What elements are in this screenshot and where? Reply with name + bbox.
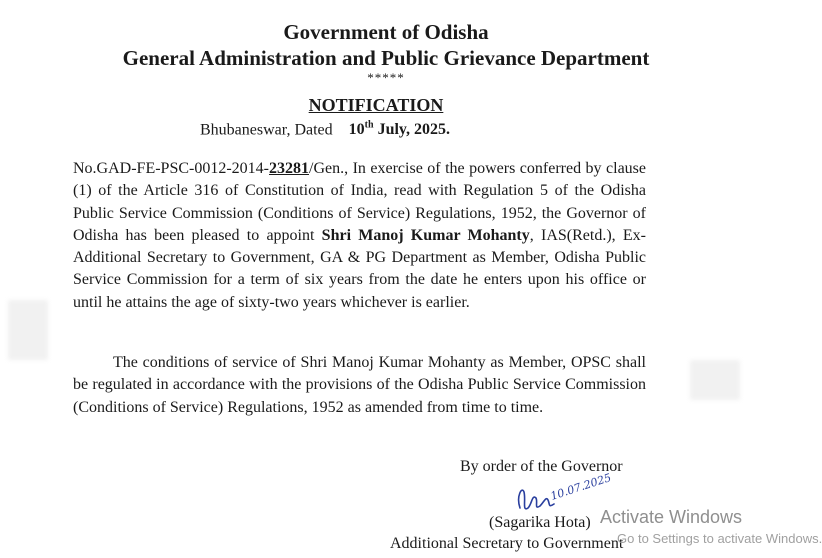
paragraph-appointment <box>73 158 646 314</box>
scan-artifact <box>8 300 48 360</box>
ref-number: 23281 <box>269 160 309 177</box>
place-prefix: Bhubaneswar, Dated <box>200 121 333 139</box>
ref-suffix: /Gen., In exercise of the powers conferred by clause (1) of the Article 316 of Constitution of India, read with Regulation 5 of the Odisha Public Service Commission (Conditions of Service) Regulations, 1952, the Governor of Odisha has been pleased to appoint <box>73 160 646 244</box>
place-date-line <box>200 120 450 139</box>
header-separator: ***** <box>367 70 405 85</box>
ref-prefix: No.GAD-FE-PSC-0012-2014- <box>73 160 269 177</box>
notification-title: NOTIFICATION <box>308 95 444 115</box>
handwritten-signature <box>512 471 613 518</box>
notification-date <box>349 121 450 138</box>
paragraph-conditions: The conditions of service of Shri Manoj Kumar Mohanty as Member, OPSC shall be regulated in accordance with the provisions of the Odisha Public Service Commission (Conditions of Service) Regulations, 1952 as amended from time to time. <box>73 354 646 416</box>
notification-heading <box>0 95 752 116</box>
appointment-rest: , IAS(Retd.), Ex-Additional Secretary to Government, GA & PG Department as Member, Odisha Public Service Commission for a term of six years from the date he enters upon his office or until he attains the age of sixty-two years whichever is earlier. <box>73 226 646 311</box>
activate-windows-hint: Go to Settings to activate Windows. <box>617 531 822 546</box>
handwritten-date: 10.07.2025 <box>548 471 613 503</box>
date-suffix: th <box>364 120 374 131</box>
signatory-name: (Sagarika Hota) <box>489 514 591 531</box>
scan-artifact <box>690 360 740 400</box>
appointee-name: Shri Manoj Kumar Mohanty <box>321 226 530 244</box>
signatory-designation: Additional Secretary to Government <box>390 535 624 552</box>
header-department: General Administration and Public Grievance Department <box>122 46 650 70</box>
activate-windows-watermark: Activate Windows <box>600 507 743 527</box>
date-rest: July, 2025. <box>373 121 451 139</box>
header-government: Government of Odisha <box>283 20 489 44</box>
order-line: By order of the Governor <box>460 458 623 475</box>
date-day: 10 <box>348 121 365 139</box>
